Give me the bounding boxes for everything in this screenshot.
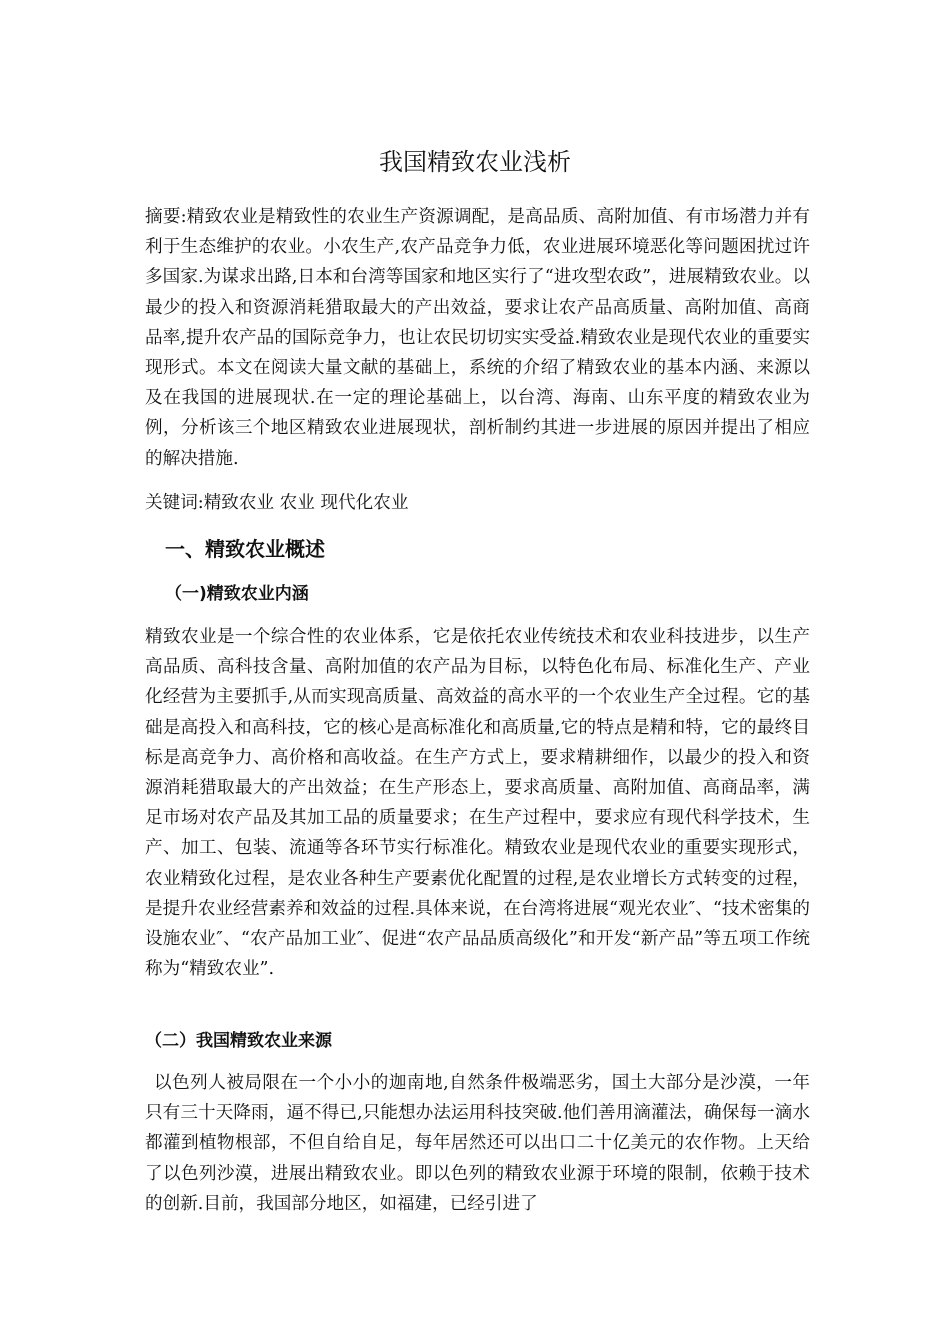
document-title: 我国精致农业浅析 [379, 148, 571, 176]
abstract-paragraph: 摘要:精致农业是精致性的农业生产资源调配，是高品质、高附加值、有市场潜力并有利于生态维护的农业。小农生产,农产品竞争力低，农业进展环境恶化等问题困扰过许多国家.为谋求出路,日本和台湾等国家和地区实行了“进攻型农政”，进展精致农业。以最少的投入和资源消耗猎取最大的产出效益，要求让农产品高质量、高附加值、高商品率,提升农产品的国际竞争力，也让农民切切实实受益.精致农业是现代农业的重要实现形式。本文在阅读大量文献的基础上，系统的介绍了精致农业的基本内涵、来源以及在我国的进展现状.在一定的理论基础上，以台湾、海南、山东平度的精致农业为例，分析该三个地区精致农业进展现状，剖析制约其进一步进展的原因并提出了相应的解决措施. [145, 207, 810, 469]
origin-paragraph: 以色列人被局限在一个小小的迦南地,自然条件极端恶劣，国土大部分是沙漠，一年只有三十天降雨，逼不得已,只能想办法运用科技突破.他们善用滴灌法，确保每一滴水都灌到植物根部，不但自给自足，每年居然还可以出口二十亿美元的农作物。上天给了以色列沙漠，进展出精致农业。即以色列的精致农业源于环境的限制，依赖于技术的创新.目前，我国部分地区，如福建，已经引进了 [145, 1073, 810, 1214]
connotation-paragraph: 精致农业是一个综合性的农业体系，它是依托农业传统技术和农业科技进步，以生产高品质、高科技含量、高附加值的农产品为目标，以特色化布局、标准化生产、产业化经营为主要抓手,从而实现高质量、高效益的高水平的一个农业生产全过程。它的基础是高投入和高科技，它的核心是高标准化和高质量,它的特点是精和特，它的最终目标是高竞争力、高价格和高收益。在生产方式上，要求精耕细作，以最少的投入和资源消耗猎取最大的产出效益；在生产形态上，要求高质量、高附加值、高商品率，满足市场对农产品及其加工品的质量要求；在生产过程中，要求应有现代科学技术，生产、加工、包装、流通等各环节实行标准化。精致农业是现代农业的重要实现形式，农业精致化过程，是农业各种生产要素优化配置的过程,是农业增长方式转变的过程，是提升农业经营素养和效益的过程.具体来说，在台湾将进展“观光农业″、“技术密集的设施农业″、“农产品加工业″、促进“农产品品质高级化”和开发“新产品”等五项工作统称为“精致农业”. [145, 627, 810, 980]
subsection-heading-connotation: （一)精致农业内涵 [165, 584, 309, 604]
subsection-heading-origin: （二）我国精致农业来源 [145, 1031, 332, 1051]
keywords-line: 关键词:精致农业 农业 现代化农业 [145, 493, 409, 513]
section-heading-overview: 一、精致农业概述 [165, 537, 325, 561]
